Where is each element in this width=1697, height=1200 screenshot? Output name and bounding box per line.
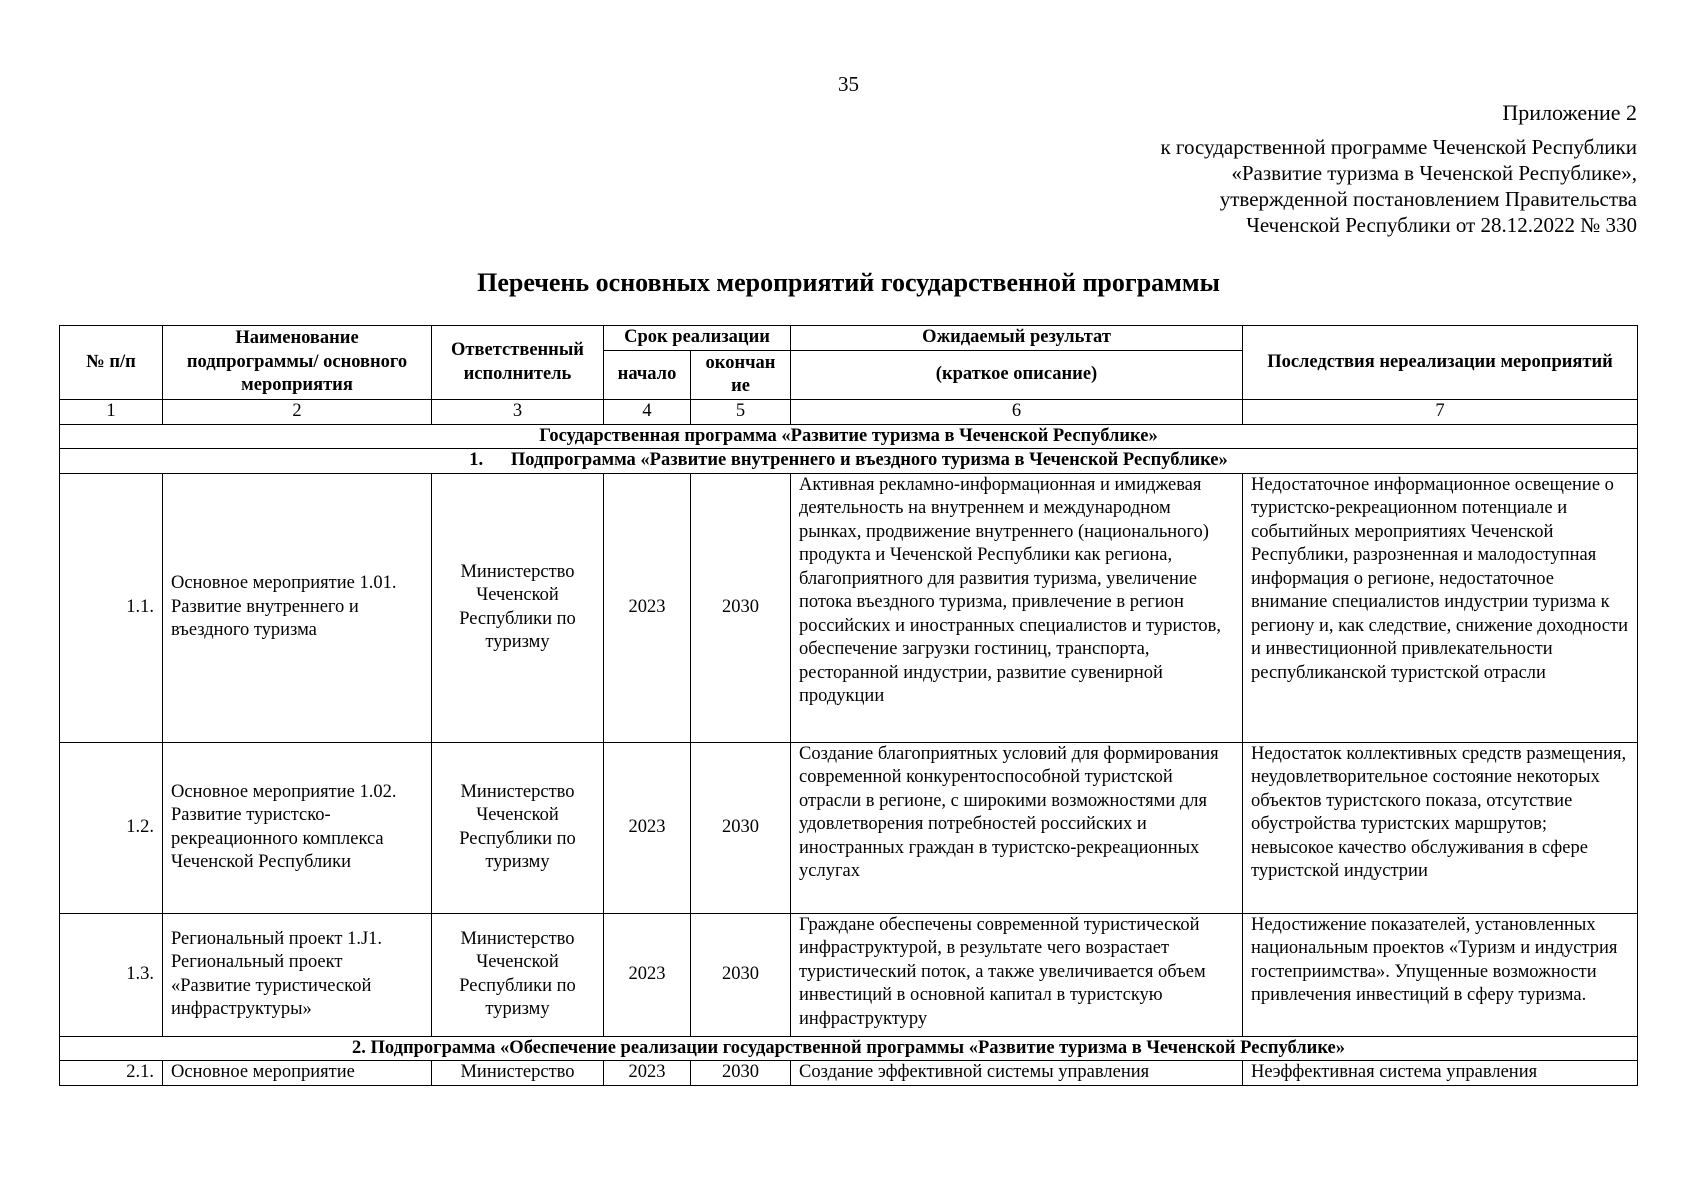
column-number: 7 — [1243, 400, 1638, 425]
row-name: Основное мероприятие 1.01. Развитие внутреннего и въездного туризма — [163, 473, 432, 742]
row-start: 2023 — [604, 913, 691, 1036]
header-start: начало — [604, 351, 691, 400]
document-title: Перечень основных мероприятий государственной программы — [477, 268, 1220, 297]
subprogram-title-row — [60, 449, 1638, 474]
header-result: Ожидаемый результат — [791, 326, 1243, 351]
appendix-line: «Развитие туризма в Чеченской Республике», — [1231, 161, 1637, 185]
row-start: 2023 — [604, 742, 691, 913]
program-title-row — [60, 424, 1638, 449]
header-row — [60, 326, 1638, 351]
table-row — [60, 473, 1638, 742]
column-number: 5 — [691, 400, 791, 425]
row-name: Региональный проект 1.J1. Региональный проект «Развитие туристической инфраструктуры» — [163, 913, 432, 1036]
subprogram-2-title: 2. Подпрограмма «Обеспечение реализации государственной программы «Развитие туризма в Чеченской Республике» — [60, 1036, 1638, 1061]
row-result: Граждане обеспечены современной туристической инфраструктурой, в результате чего возрастает туристический поток, а также увеличивается объем инвестиций в основной капитал в туристскую инфраструктуру — [791, 913, 1243, 1036]
column-number: 3 — [432, 400, 604, 425]
row-result: Активная рекламно-информационная и имиджевая деятельность на внутреннем и международном рынках, продвижение внутреннего (национального) продукта и Чеченской Республики как региона, благоприятного для развития туризма, увеличение потока въездного туризма, привлечение в регион российских и иностранных специалистов и туристов, обеспечение загрузки гостиниц, транспорта, ресторанной индустрии, развитие сувенирной продукции — [791, 473, 1243, 742]
appendix-line: к государственной программе Чеченской Республики — [1160, 135, 1637, 159]
column-number-row — [60, 400, 1638, 425]
row-num: 1.2. — [60, 742, 163, 913]
table-row — [60, 913, 1638, 1036]
row-consequences: Недостижение показателей, установленных национальным проектов «Туризм и индустрия гостеприимства». Упущенные возможности привлечения инвестиций в сферу туризма. — [1243, 913, 1638, 1036]
header-name: Наименование подпрограммы/ основного мероприятия — [163, 326, 432, 400]
row-executor: Министерство Чеченской Республики по туризму — [432, 913, 604, 1036]
row-name: Основное мероприятие 1.02. Развитие туристско-рекреационного комплекса Чеченской Республики — [163, 742, 432, 913]
row-start: 2023 — [604, 1061, 691, 1086]
appendix-line: утвержденной постановлением Правительства — [1219, 187, 1637, 211]
row-consequences: Неэффективная система управления — [1243, 1061, 1638, 1086]
row-end: 2030 — [691, 473, 791, 742]
row-consequences: Недостаточное информационное освещение о туристско-рекреационном потенциале и событийных мероприятиях Чеченской Республики, разрозненная и малодоступная информация о регионе, недостаточное внимание специалистов индустрии туризма к региону и, как следствие, снижение доходности и инвестиционной привлекательности республиканской туристской отрасли — [1243, 473, 1638, 742]
column-number: 6 — [791, 400, 1243, 425]
column-number: 2 — [163, 400, 432, 425]
row-result: Создание эффективной системы управления — [791, 1061, 1243, 1086]
appendix-line: Чеченской Республики от 28.12.2022 № 330 — [1246, 213, 1637, 237]
row-executor: Министерство Чеченской Республики по туризму — [432, 473, 604, 742]
row-consequences: Недостаток коллективных средств размещения, неудовлетворительное состояние некоторых объектов туристского показа, отсутствие обустройства туристских маршрутов; невысокое качество обслуживания в сфере туристской индустрии — [1243, 742, 1638, 913]
table-row — [60, 1061, 1638, 1086]
header-executor: Ответственный исполнитель — [432, 326, 604, 400]
row-name: Основное мероприятие — [163, 1061, 432, 1086]
subprogram-1-title: 1. Подпрограмма «Развитие внутреннего и въездного туризма в Чеченской Республике» — [60, 449, 1638, 474]
row-end: 2030 — [691, 742, 791, 913]
row-num: 2.1. — [60, 1061, 163, 1086]
subprogram-title-row — [60, 1036, 1638, 1061]
row-result: Создание благоприятных условий для формирования современной конкурентоспособной туристской отрасли в регионе, с широкими возможностями для удовлетворения потребностей российских и иностранных граждан в туристско-рекреационных услугах — [791, 742, 1243, 913]
page-number: 35 — [838, 72, 859, 96]
row-end: 2030 — [691, 913, 791, 1036]
header-num: № п/п — [60, 326, 163, 400]
appendix-annotation — [1160, 100, 1637, 238]
header-result-sub: (краткое описание) — [791, 351, 1243, 400]
row-end: 2030 — [691, 1061, 791, 1086]
row-executor: Министерство Чеченской Республики по туризму — [432, 742, 604, 913]
header-end: окончан ие — [691, 351, 791, 400]
header-consequences: Последствия нереализации мероприятий — [1243, 326, 1638, 400]
header-period: Срок реализации — [604, 326, 791, 351]
program-title: Государственная программа «Развитие туризма в Чеченской Республике» — [60, 424, 1638, 449]
activities-table — [59, 325, 1638, 1086]
row-executor: Министерство — [432, 1061, 604, 1086]
column-number: 1 — [60, 400, 163, 425]
column-number: 4 — [604, 400, 691, 425]
row-start: 2023 — [604, 473, 691, 742]
row-num: 1.3. — [60, 913, 163, 1036]
row-num: 1.1. — [60, 473, 163, 742]
appendix-title: Приложение 2 — [1502, 100, 1637, 125]
table-row — [60, 742, 1638, 913]
